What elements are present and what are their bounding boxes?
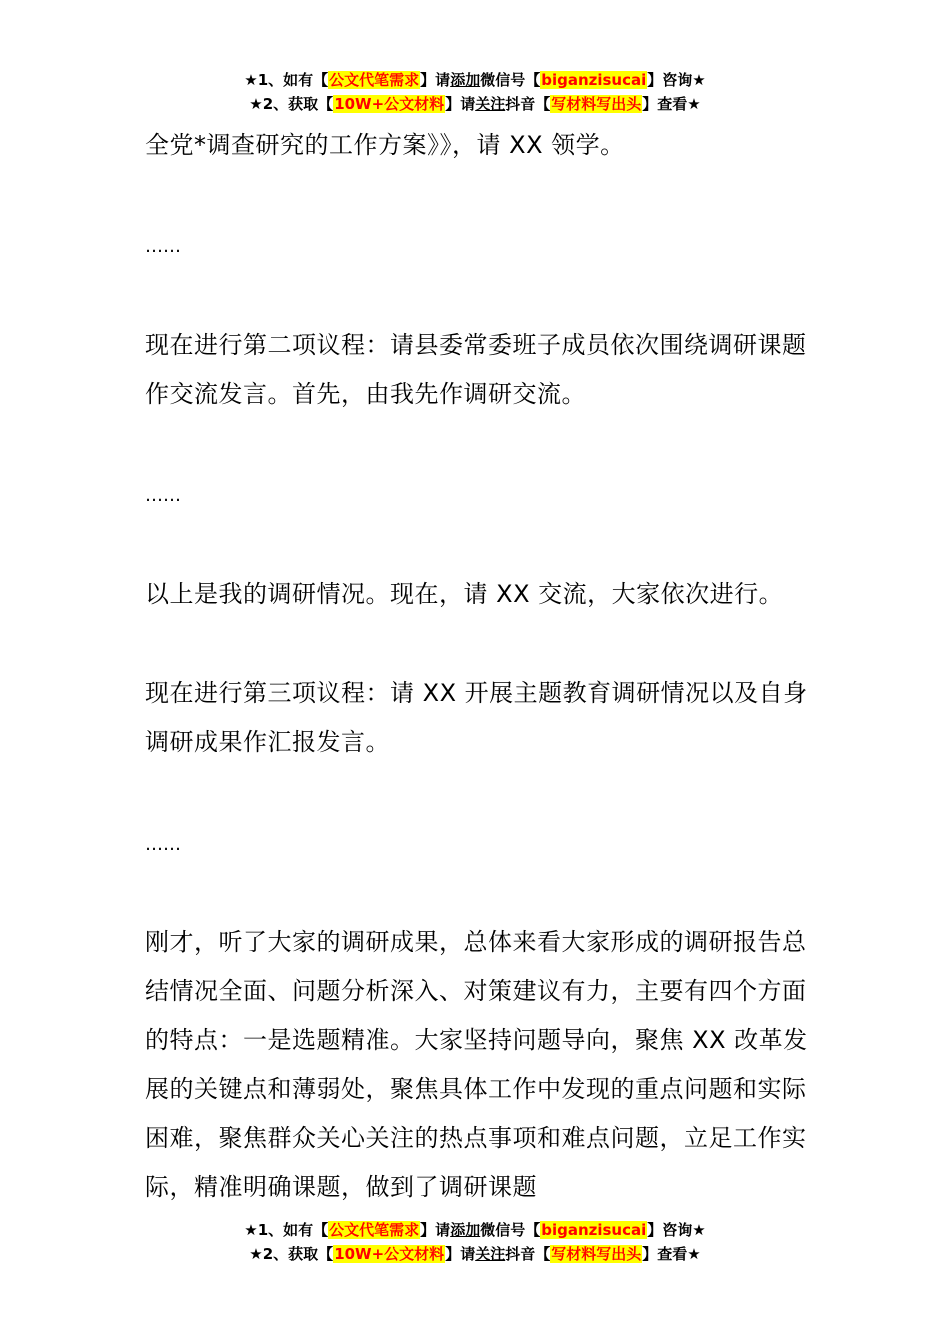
highlight-wechat-id: biganzisucai <box>541 1221 647 1239</box>
highlight-douyin-account: 写材料写出头 <box>551 95 642 113</box>
banner-text: ★2、获取【 <box>249 1245 334 1263</box>
paragraph: 全党*调查研究的工作方案》》，请 XX 领学。 <box>145 131 625 159</box>
banner-text: 微信号【 <box>480 1221 541 1239</box>
ellipsis: …… <box>145 834 181 855</box>
banner-line-1 <box>0 68 950 92</box>
banner-text: 】查看★ <box>642 95 701 113</box>
banner-text: 抖音【 <box>505 95 551 113</box>
banner-emphasis: 关注 <box>475 1245 506 1263</box>
highlight-service: 公文代笔需求 <box>329 1221 420 1239</box>
banner-line-1 <box>0 1218 950 1242</box>
banner-text: 】请 <box>445 95 476 113</box>
bottom-banner <box>0 1218 950 1266</box>
ellipsis: …… <box>145 236 181 257</box>
highlight-materials: 10W+公文材料 <box>334 95 445 113</box>
highlight-wechat-id: biganzisucai <box>541 71 647 89</box>
paragraph: 以上是我的调研情况。现在，请 XX 交流，大家依次进行。 <box>145 580 784 608</box>
banner-text: 】请 <box>445 1245 476 1263</box>
highlight-service: 公文代笔需求 <box>329 71 420 89</box>
banner-text: 】咨询★ <box>647 71 706 89</box>
highlight-douyin-account: 写材料写出头 <box>551 1245 642 1263</box>
top-banner <box>0 68 950 116</box>
banner-text: ★1、如有【 <box>244 1221 329 1239</box>
banner-text: 】请 <box>420 1221 451 1239</box>
banner-line-2 <box>0 92 950 116</box>
banner-text: ★2、获取【 <box>249 95 334 113</box>
banner-text: ★1、如有【 <box>244 71 329 89</box>
paragraph: 现在进行第三项议程：请 XX 开展主题教育调研情况以及自身调研成果作汇报发言。 <box>145 679 808 756</box>
banner-emphasis: 关注 <box>475 95 506 113</box>
banner-line-2 <box>0 1242 950 1266</box>
banner-text: 微信号【 <box>480 71 541 89</box>
paragraph: 刚才，听了大家的调研成果，总体来看大家形成的调研报告总结情况全面、问题分析深入、对策建议有力，主要有四个方面的特点：一是选题精准。大家坚持问题导向，聚焦 XX 改革发展的关键点和薄弱处，聚焦具体工作中发现的重点问题和实际困难，聚焦群众关心关注的热点事项和难点问题，立足工作实际，精准明确课题，做到了调研课题 <box>145 928 808 1201</box>
banner-text: 抖音【 <box>505 1245 551 1263</box>
ellipsis: …… <box>145 485 181 506</box>
paragraph: 现在进行第二项议程：请县委常委班子成员依次围绕调研课题作交流发言。首先，由我先作调研交流。 <box>145 331 807 408</box>
banner-emphasis: 添加 <box>450 71 481 89</box>
banner-emphasis: 添加 <box>450 1221 481 1239</box>
highlight-materials: 10W+公文材料 <box>334 1245 445 1263</box>
banner-text: 】查看★ <box>642 1245 701 1263</box>
banner-text: 】请 <box>420 71 451 89</box>
banner-text: 】咨询★ <box>647 1221 706 1239</box>
